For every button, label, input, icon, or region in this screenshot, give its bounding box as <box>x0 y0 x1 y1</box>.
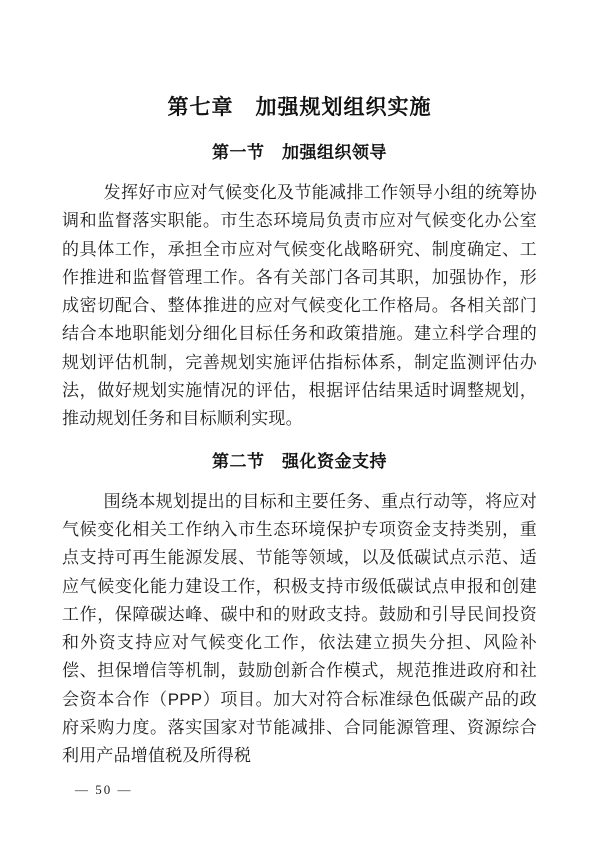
section-2-paragraph: 围绕本规划提出的目标和主要任务、重点行动等，将应对气候变化相关工作纳入市生态环境保护专项资金支持类别，重点支持可再生能源发展、节能等领域，以及低碳试点示范、适应气候变化能力建设工作，积极支持市级低碳试点申报和创建工作，保障碳达峰、碳中和的财政支持。鼓励和引导民间投资和外资支持应对气候变化工作，依法建立损失分担、风险补偿、担保增信等机制，鼓励创新合作模式，规范推进政府和社会资本合作（PPP）项目。加大对符合标准绿色低碳产品的政府采购力度。落实国家对节能减排、合同能源管理、资源综合利用产品增值税及所得税 <box>62 491 537 766</box>
page-number: — 50 — <box>75 782 133 797</box>
section-2-heading: 第二节 强化资金支持 <box>212 451 387 471</box>
page-content <box>62 0 537 771</box>
section-1-paragraph: 发挥好市应对气候变化及节能减排工作领导小组的统筹协调和监督落实职能。市生态环境局负责市应对气候变化办公室的具体工作，承担全市应对气候变化战略研究、制度确定、工作推进和监督管理工作。各有关部门各司其职，加强协作，形成密切配合、整体推进的应对气候变化工作格局。各相关部门结合本地职能划分细化目标任务和政策措施。建立科学合理的规划评估机制，完善规划实施评估指标体系，制定监测评估办法，做好规划实施情况的评估，根据评估结果适时调整规划，推动规划任务和目标顺利实现。 <box>62 183 537 429</box>
chapter-title: 第七章 加强规划组织实施 <box>167 96 432 119</box>
section-1-heading: 第一节 加强组织领导 <box>212 143 387 162</box>
